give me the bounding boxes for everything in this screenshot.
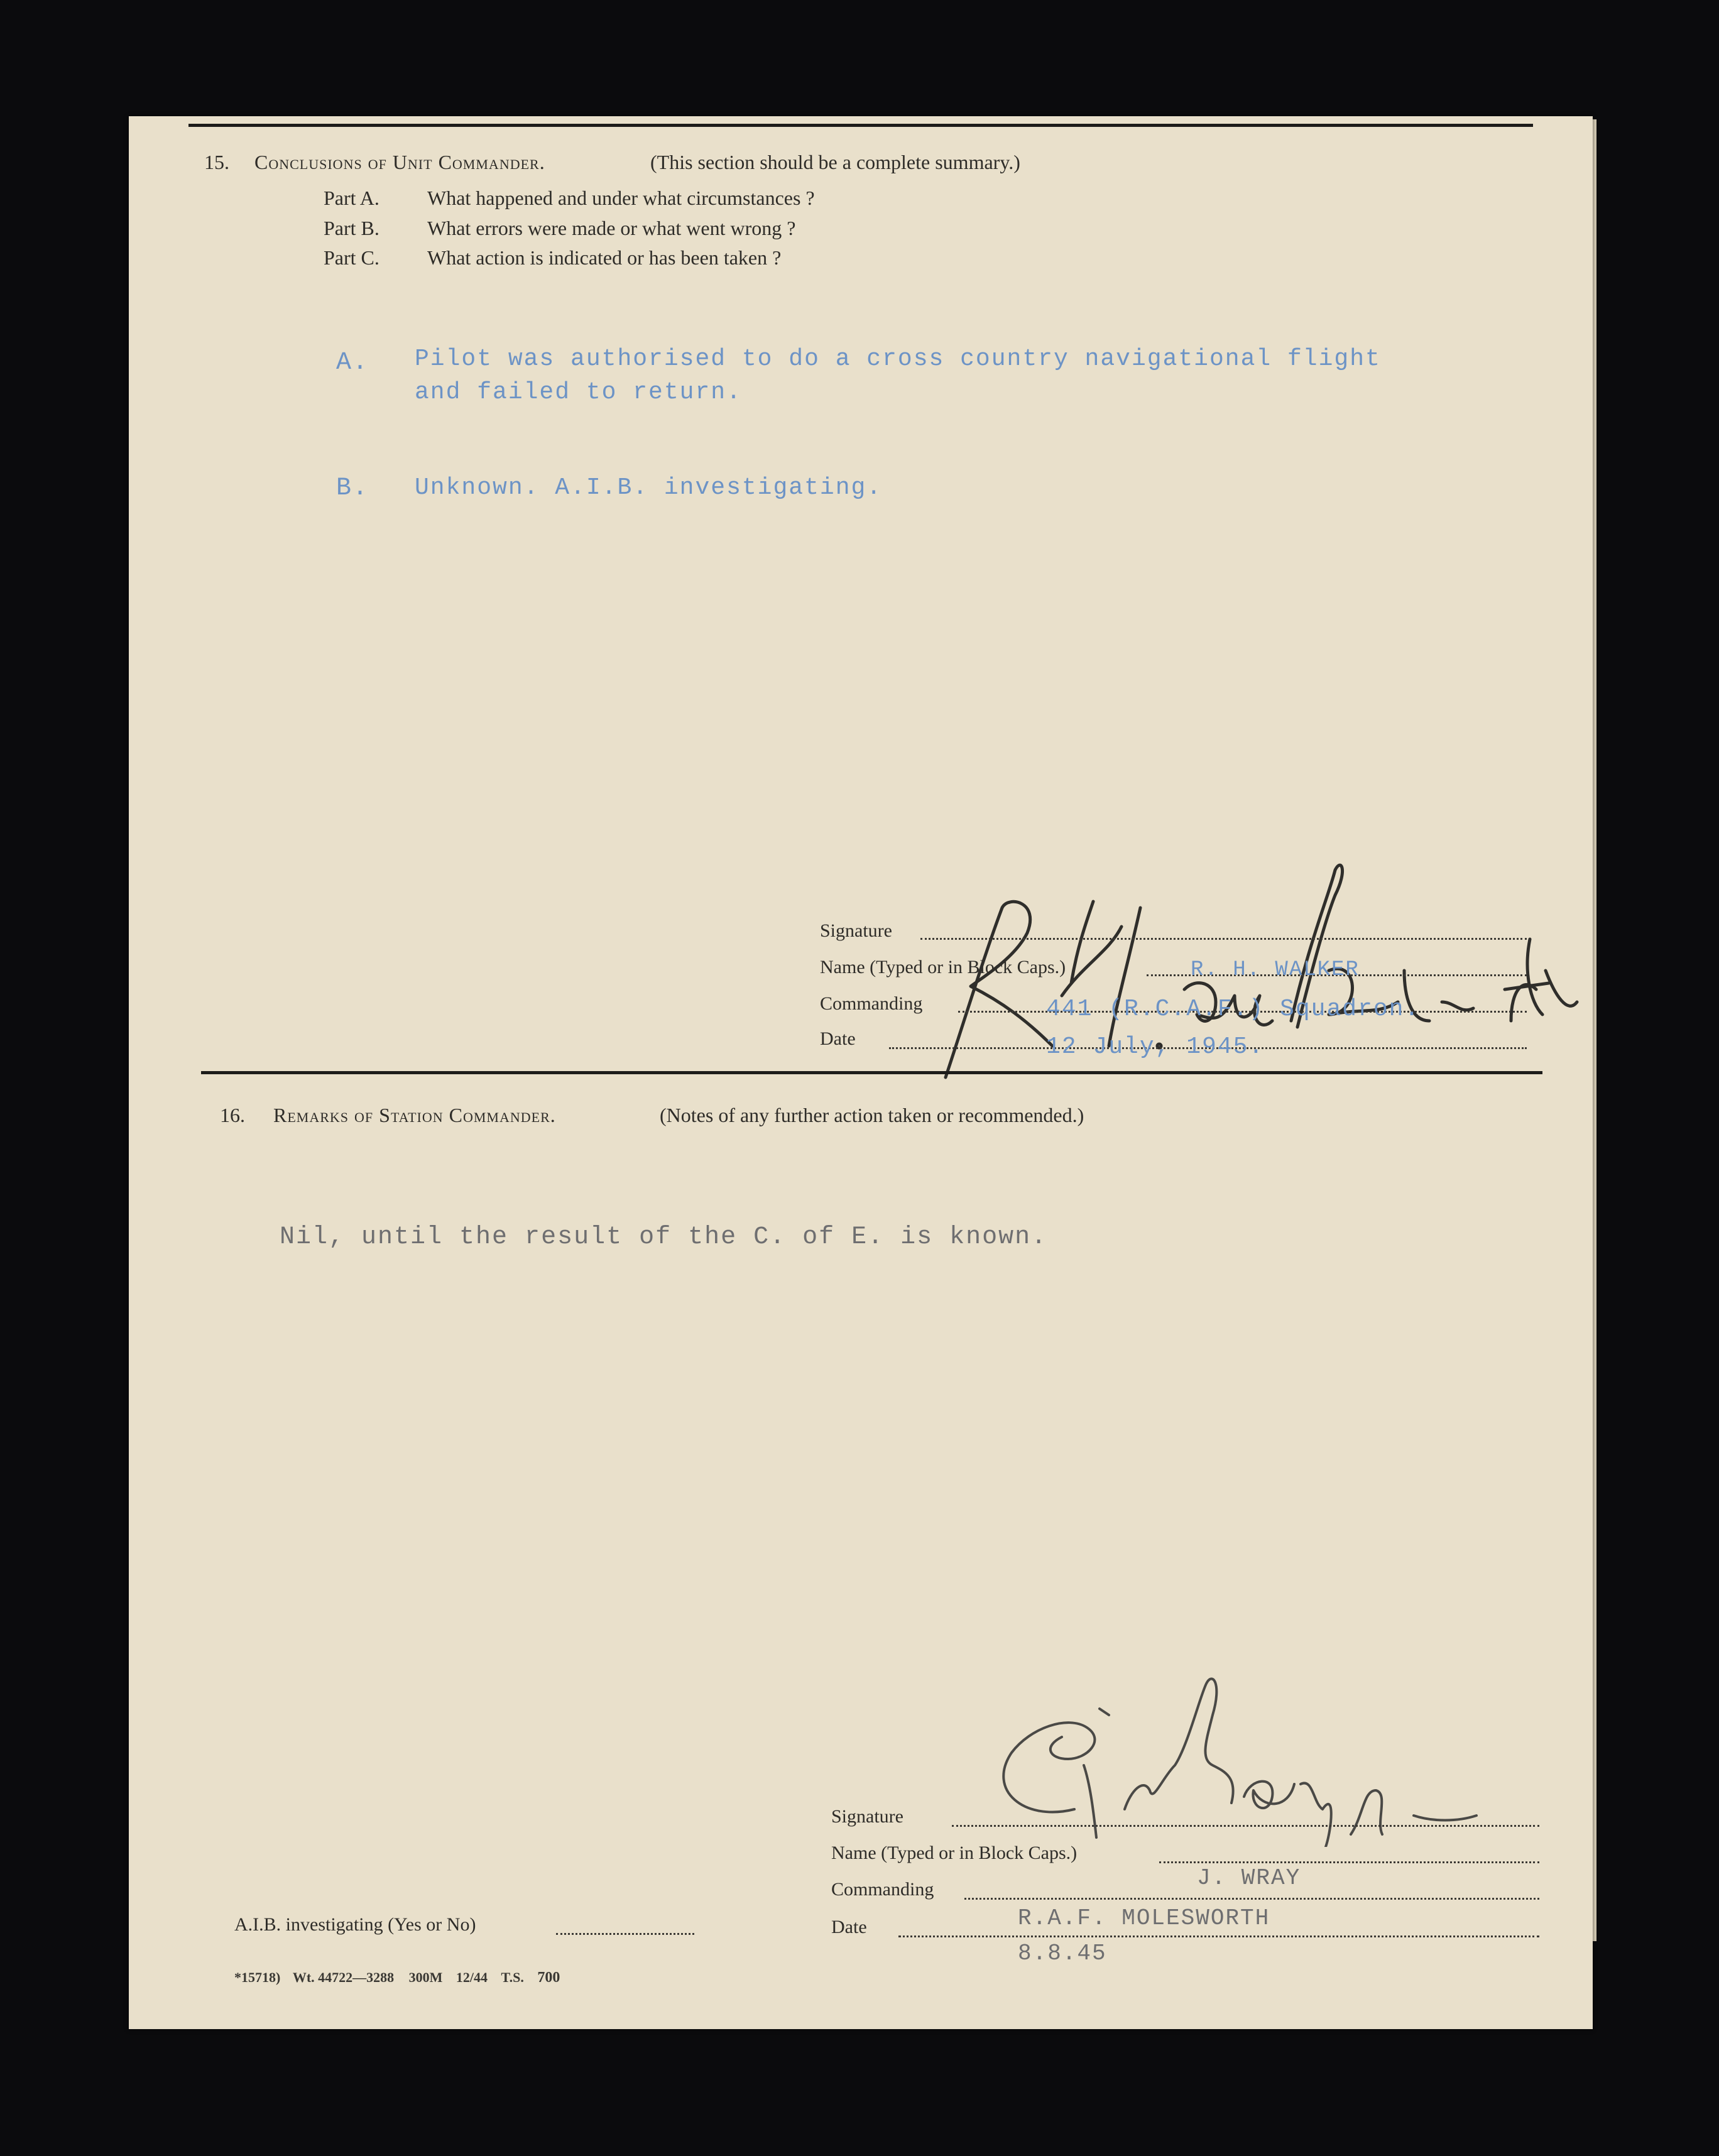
s16-commanding-line bbox=[964, 1898, 1539, 1900]
part-a-text: What happened and under what circumstances ? bbox=[427, 187, 815, 209]
s16-date-label: Date bbox=[831, 1917, 867, 1937]
answer-a-line1: Pilot was authorised to do a cross country navigational flight bbox=[415, 346, 1381, 373]
s15-signature-label: Signature bbox=[820, 920, 892, 941]
part-b-text: What errors were made or what went wrong ? bbox=[427, 217, 796, 239]
s16-date-line bbox=[898, 1936, 1539, 1937]
section-divider bbox=[201, 1071, 1542, 1074]
section15-subtitle: (This section should be a complete summary.) bbox=[650, 151, 1020, 173]
wray-signature bbox=[974, 1621, 1552, 1847]
s15-name-value: R. H. WALKER bbox=[1191, 958, 1360, 982]
aib-label: A.I.B. investigating (Yes or No) bbox=[234, 1914, 476, 1935]
answer-a-label: A. bbox=[336, 349, 369, 377]
section16-number: 16. bbox=[220, 1104, 245, 1126]
footer-ts: T.S. bbox=[501, 1969, 524, 1985]
s16-signature-line bbox=[952, 1825, 1539, 1827]
s15-date-label: Date bbox=[820, 1028, 856, 1049]
s16-name-label: Name (Typed or in Block Caps.) bbox=[831, 1843, 1078, 1863]
s16-signature-label: Signature bbox=[831, 1806, 903, 1827]
form-footer bbox=[234, 1969, 560, 1986]
form-page bbox=[129, 116, 1593, 2029]
footer-code: *15718) bbox=[234, 1969, 281, 1985]
footer-wt: Wt. 44722—3288 bbox=[292, 1969, 395, 1985]
s16-commanding-label: Commanding bbox=[831, 1879, 934, 1900]
answer-b-label: B. bbox=[336, 474, 369, 503]
footer-date: 12/44 bbox=[456, 1969, 488, 1985]
s15-date-value: 12 July, 1945. bbox=[1046, 1033, 1265, 1060]
s15-signature-line bbox=[920, 938, 1527, 940]
footer-form: 700 bbox=[537, 1969, 560, 1986]
section16-title: Remarks of Station Commander. bbox=[273, 1104, 556, 1126]
section15-number: 15. bbox=[204, 151, 229, 173]
footer-qty: 300M bbox=[408, 1969, 443, 1985]
answer-b-text: Unknown. A.I.B. investigating. bbox=[415, 474, 883, 501]
s15-name-label: Name (Typed or in Block Caps.) bbox=[820, 957, 1066, 977]
section16-subtitle: (Notes of any further action taken or recommended.) bbox=[660, 1104, 1084, 1126]
s15-commanding-value: 441 (R.C.A.F.) Squadron. bbox=[1046, 996, 1421, 1023]
top-rule bbox=[188, 124, 1533, 127]
section15-title: Conclusions of Unit Commander. bbox=[254, 151, 545, 173]
aib-line bbox=[556, 1933, 694, 1935]
s16-name-line bbox=[1159, 1861, 1539, 1863]
paper-edge bbox=[1593, 119, 1596, 1941]
s16-name-value: J. WRAY bbox=[1197, 1865, 1301, 1891]
part-c-text: What action is indicated or has been taken ? bbox=[427, 246, 782, 269]
section16-remark: Nil, until the result of the C. of E. is known. bbox=[280, 1223, 1048, 1251]
s16-commanding-value: R.A.F. MOLESWORTH bbox=[1018, 1905, 1270, 1931]
s16-date-value: 8.8.45 bbox=[1018, 1941, 1107, 1966]
part-b-label: Part B. bbox=[324, 217, 379, 239]
s15-commanding-label: Commanding bbox=[820, 993, 923, 1014]
part-a-label: Part A. bbox=[324, 187, 379, 209]
part-c-label: Part C. bbox=[324, 246, 379, 269]
answer-a-line2: and failed to return. bbox=[415, 379, 742, 406]
